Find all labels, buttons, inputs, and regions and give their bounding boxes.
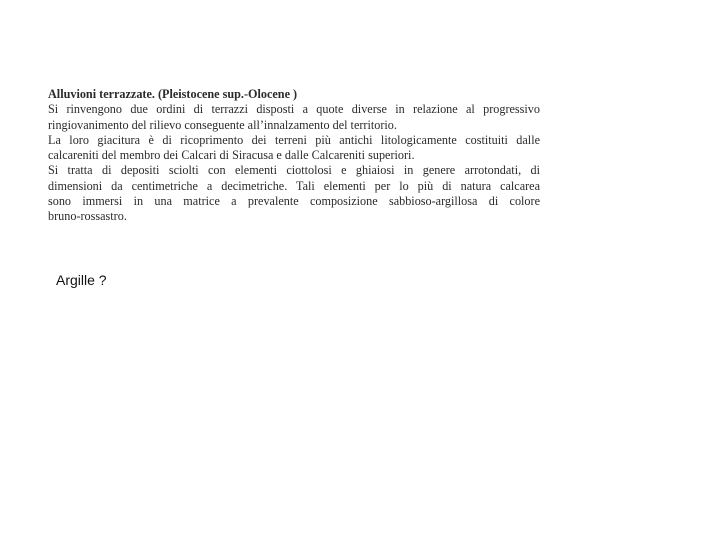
excerpt-line: ringiovanimento del rilievo conseguente all’innalzamento del territorio. (48, 117, 397, 132)
excerpt-line: Si tratta di depositi sciolti con elementi ciottolosi e ghiaiosi in genere arrotondati, di (48, 163, 540, 178)
excerpt-line: bruno-rossastro. (48, 209, 127, 224)
caption-argille: Argille ? (56, 272, 107, 288)
geology-text-excerpt (48, 87, 540, 225)
excerpt-line: Si rinvengono due ordini di terrazzi disposti a quote diverse in relazione al progressivo (48, 102, 540, 117)
excerpt-line: calcareniti del membro dei Calcari di Siracusa e dalle Calcareniti superiori. (48, 148, 415, 163)
excerpt-line: sono immersi in una matrice a prevalente composizione sabbioso-argillosa di colore (48, 194, 540, 209)
excerpt-line: dimensioni da centimetriche a decimetriche. Tali elementi per lo più di natura calcarea (48, 178, 540, 193)
excerpt-heading: Alluvioni terrazzate. (Pleistocene sup.-Olocene ) (48, 87, 298, 101)
excerpt-line: La loro giacitura è di ricoprimento dei terreni più antichi litologicamente costituiti dalle (48, 132, 540, 147)
